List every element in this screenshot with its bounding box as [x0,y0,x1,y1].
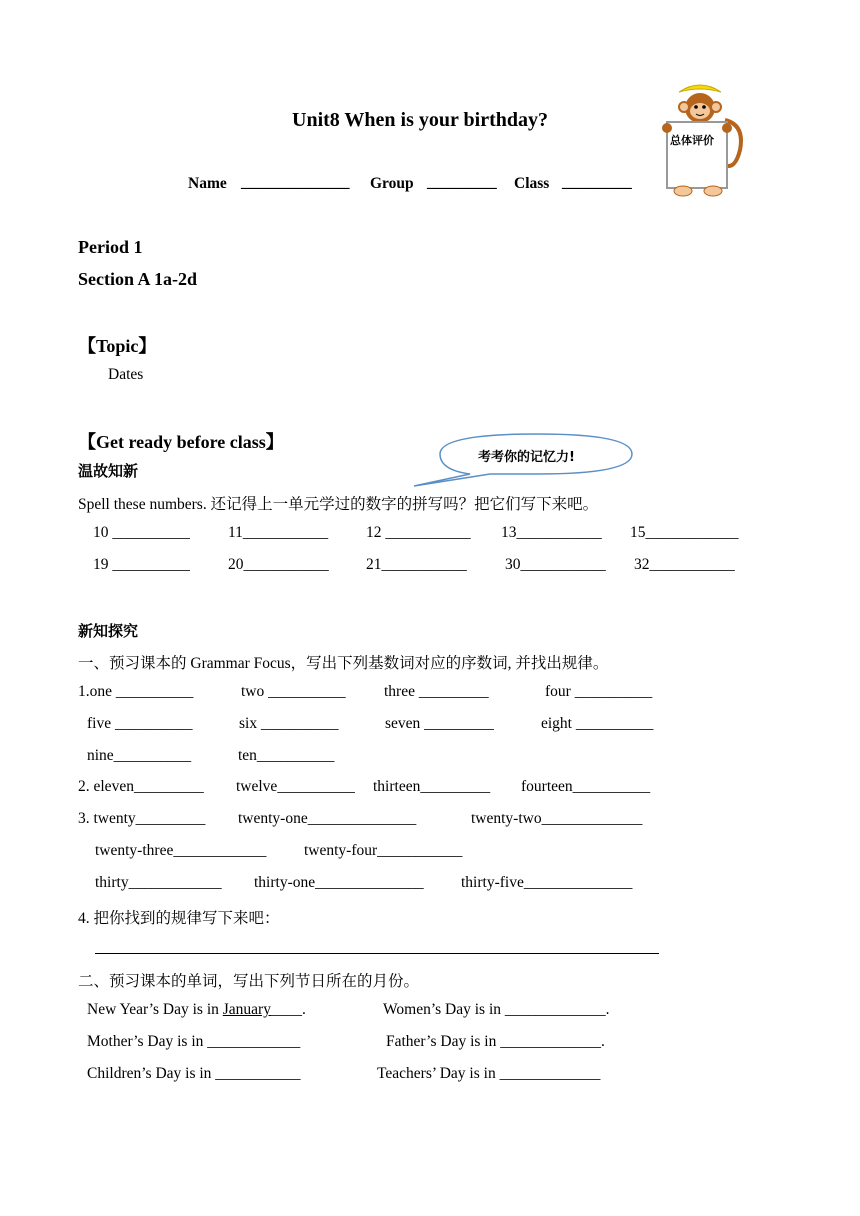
ordinal-blank[interactable]: twelve__________ [236,778,355,795]
holiday-blank[interactable]: Father’s Day is in _____________. [386,1033,605,1050]
page-title: Unit8 When is your birthday? [292,109,548,131]
number-blank-part: 30_______ [505,556,575,573]
rule-answer-line[interactable] [95,953,659,954]
number-blank-part: __ [420,556,436,573]
speech-bubble [410,430,636,488]
number-blank-part: ___ [574,556,598,573]
holiday-answer: January [222,1001,271,1018]
class-label: Class [514,175,550,192]
ordinal-blank[interactable]: five __________ [87,715,193,732]
ordinal-blank[interactable]: 3. twenty_________ [78,810,206,827]
monkey-badge-illustration [655,80,745,198]
ordinal-blank[interactable]: twenty-two_____________ [471,810,643,827]
number-blank[interactable]: 11___________ [228,524,329,541]
number-blank[interactable] [505,556,606,574]
number-blank-part: 32________ [634,556,712,573]
ordinal-blank[interactable]: twenty-three____________ [95,842,267,859]
holiday-tail: ____. [270,1001,306,1018]
number-blank-part: ____ [435,556,467,573]
class-blank[interactable]: _________ [562,174,632,191]
number-blank[interactable]: 20___________ [228,556,329,573]
review-heading: 温故知新 [78,462,139,480]
part1-instruction: 一、预习课本的 Grammar Focus，写出下列基数词对应的序数词, 并找出规律。 [78,655,609,672]
section-heading: Section A 1a-2d [78,269,198,289]
number-blank-part: 21_____ [366,556,421,573]
ordinal-blank[interactable]: two __________ [241,683,346,700]
holiday-blank[interactable] [87,1001,306,1019]
ordinal-blank[interactable]: eight __________ [541,715,654,732]
number-blank[interactable] [366,556,467,574]
ordinal-blank[interactable]: fourteen__________ [521,778,651,795]
ordinal-blank[interactable]: ten__________ [238,747,335,764]
ordinal-blank[interactable]: nine__________ [87,747,192,764]
number-blank[interactable]: 10 __________ [93,524,190,541]
badge-text: 总体评价 [670,134,714,147]
number-blank[interactable]: 19 __________ [93,556,190,573]
new-knowledge-heading: 新知探究 [78,622,139,640]
period-heading: Period 1 [78,237,143,257]
holiday-blank[interactable]: Women’s Day is in _____________. [383,1001,610,1018]
part2-instruction: 二、预习课本的单词，写出下列节日所在的月份。 [78,973,420,990]
part4-instruction: 4. 把你找到的规律写下来吧： [78,910,280,927]
ordinal-blank[interactable]: thirty-one______________ [254,874,424,891]
ordinal-blank[interactable]: 1.one __________ [78,683,194,700]
name-blank[interactable]: ______________ [241,174,350,191]
ordinal-blank[interactable]: thirteen_________ [373,778,491,795]
topic-heading: 【Topic】 [78,336,157,356]
group-label: Group [370,175,414,192]
ordinal-blank[interactable]: seven _________ [385,715,494,732]
number-blank-part: ___ [711,556,735,573]
ordinal-blank[interactable]: twenty-one______________ [238,810,417,827]
ordinal-blank[interactable]: twenty-four___________ [304,842,463,859]
holiday-blank[interactable]: Mother’s Day is in ____________ [87,1033,301,1050]
ordinal-blank[interactable]: four __________ [545,683,653,700]
bubble-text: 考考你的记忆力! [478,450,575,465]
ordinal-blank[interactable]: three _________ [384,683,489,700]
holiday-text: New Year’s Day is in [87,1001,223,1018]
topic-content: Dates [108,366,144,383]
group-blank[interactable]: _________ [427,174,497,191]
get-ready-heading: 【Get ready before class】 [78,432,284,452]
ordinal-blank[interactable]: thirty-five______________ [461,874,633,891]
ordinal-blank[interactable]: 2. eleven_________ [78,778,204,795]
number-blank[interactable]: 15____________ [630,524,739,541]
name-label: Name [188,175,227,192]
number-blank[interactable] [634,556,735,574]
number-blank[interactable]: 13___________ [501,524,602,541]
holiday-blank[interactable]: Children’s Day is in ___________ [87,1065,301,1082]
spell-instruction: Spell these numbers. 还记得上一单元学过的数字的拼写吗？把它们写下来吧。 [78,496,599,513]
ordinal-blank[interactable]: thirty____________ [95,874,222,891]
holiday-blank[interactable]: Teachers’ Day is in _____________ [377,1065,601,1082]
number-blank-part: _ [598,556,606,573]
number-blank[interactable]: 12 ___________ [366,524,471,541]
ordinal-blank[interactable]: six __________ [239,715,339,732]
